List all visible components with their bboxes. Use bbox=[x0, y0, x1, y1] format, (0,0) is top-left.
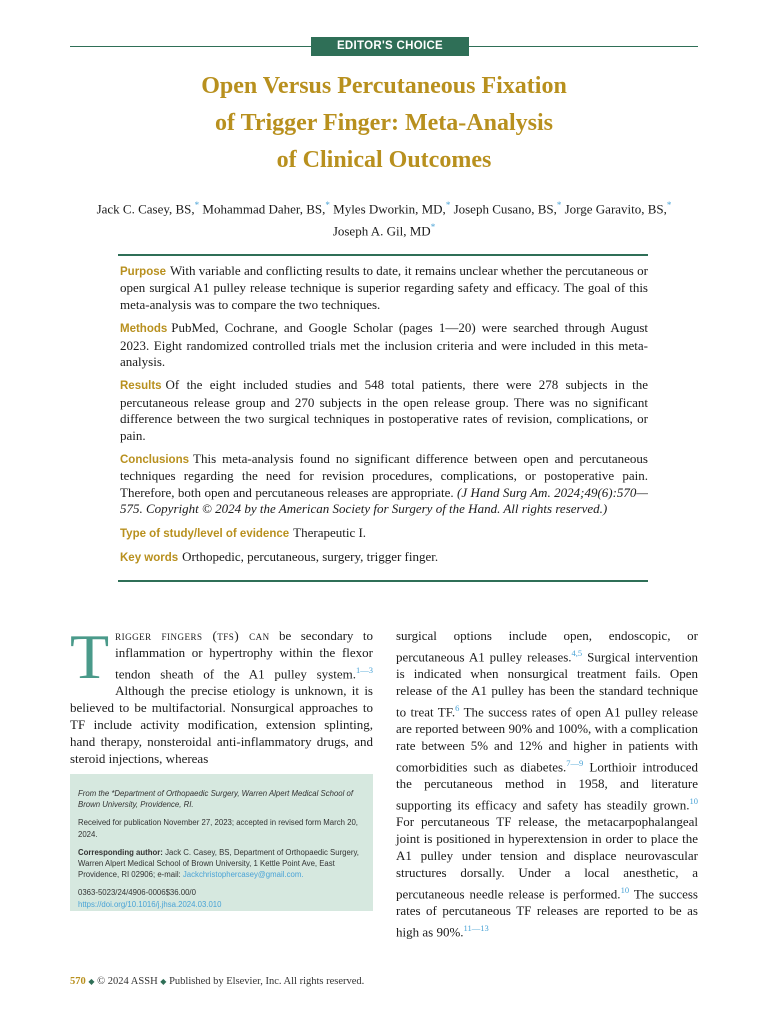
abstract-top-rule bbox=[118, 254, 648, 256]
affiliation-mark[interactable]: * bbox=[430, 222, 436, 233]
affiliation-mark[interactable]: * bbox=[445, 200, 451, 210]
body-column-left bbox=[70, 621, 373, 768]
results-text: Of the eight included studies and 548 total patients, there were 278 subjects in the percutaneous release group and 270 subjects in the open release group. There was no significant difference between the two surgical techniques in postoperative rates of revision, complications, or pain. bbox=[120, 377, 648, 443]
intro-text-a: be secondary to inflammation or hypertrophy within the flexor tendon sheath of the A1 pulley system. bbox=[115, 628, 373, 682]
bullet-icon: ◆ bbox=[88, 977, 95, 986]
abstract-keywords bbox=[120, 549, 648, 566]
author: Joseph Cusano, BS, bbox=[453, 201, 557, 217]
body-column-right bbox=[396, 628, 698, 941]
affiliation-mark[interactable]: * bbox=[666, 200, 672, 210]
footer-publisher: Published by Elsevier, Inc. All rights reserved. bbox=[169, 976, 365, 987]
body-text: The success rates of percutaneous TF releases are reported to be as high as 90%. bbox=[396, 886, 698, 940]
author: Jack C. Casey, BS, bbox=[96, 201, 195, 217]
study-type-label: Type of study/level of evidence bbox=[120, 527, 290, 540]
purpose-text: With variable and conflicting results to date, it remains unclear whether the percutaneous or open surgical A1 pulley release technique is superior regarding safety and efficacy. The goal of this meta-analysis was to compare the two techniques. bbox=[120, 263, 648, 312]
corresponding-author-text: Jack C. Casey, BS, Department of Orthopaedic Surgery, Warren Alpert Medical School of Brown University, 1 Kettle Point Ave, East Providence, RI 02906; bbox=[78, 847, 359, 880]
article-info-box bbox=[70, 774, 373, 911]
body-text: surgical options include open, endoscopic, or percutaneous A1 pulley releases. bbox=[396, 628, 698, 665]
received-note: Received for publication November 27, 2023; accepted in revised form March 20, 2024. bbox=[78, 818, 358, 839]
author: Myles Dworkin, MD, bbox=[333, 201, 446, 217]
author: Jorge Garavito, BS, bbox=[564, 201, 667, 217]
footer-copyright: © 2024 ASSH bbox=[97, 976, 158, 987]
reference-link[interactable]: 4,5 bbox=[571, 647, 583, 658]
reference-link[interactable]: 6 bbox=[455, 702, 460, 713]
study-type-text: Therapeutic I. bbox=[293, 524, 367, 540]
keywords-text: Orthopedic, percutaneous, surgery, trigger finger. bbox=[182, 549, 439, 565]
affiliation-mark[interactable]: * bbox=[325, 200, 330, 210]
email-link[interactable]: Jackchristophercasey@gmail.com. bbox=[182, 870, 304, 880]
identifier-block bbox=[78, 887, 363, 909]
conclusions-text: This meta-analysis found no significant difference between open and percutaneous techniques regarding the need for revision procedures, complications, or postoperative pain. Therefore, both open and percutaneous releases are appropriate. bbox=[120, 451, 648, 500]
lead-in-smallcaps: rigger fingers (tfs) can bbox=[115, 628, 270, 643]
email-label: e-mail: bbox=[157, 870, 181, 880]
abstract bbox=[120, 263, 648, 574]
results-label: Results bbox=[120, 380, 162, 393]
intro-paragraph bbox=[70, 621, 373, 768]
conclusions-label: Conclusions bbox=[120, 454, 190, 467]
body-text: Surgical intervention is indicated when nonsurgical treatment fails. Open release of the A1 pulley has been the standard technique to treat TF. bbox=[396, 649, 698, 720]
body-paragraph bbox=[396, 628, 698, 941]
author-list bbox=[60, 196, 708, 241]
author-line-2 bbox=[60, 218, 708, 240]
title-line-3: of Clinical Outcomes bbox=[276, 147, 492, 173]
body-text: The success rates of open A1 pulley release are reported between 90% and 100%, with a complication rate between 5% and 12% and higher in patients with comorbidities such as diabetes. bbox=[396, 704, 698, 775]
affiliation-mark[interactable]: * bbox=[194, 200, 200, 210]
keywords-label: Key words bbox=[120, 552, 179, 565]
doi-link[interactable]: https://doi.org/10.1016/j.jhsa.2024.03.010 bbox=[78, 899, 222, 909]
issn-text: 0363-5023/24/4906-0006$36.00/0 bbox=[78, 888, 196, 898]
reference-link[interactable]: 1—3 bbox=[356, 664, 373, 675]
abstract-study-type bbox=[120, 525, 648, 542]
drop-cap: T bbox=[70, 621, 110, 692]
corresponding-author-label: Corresponding author: bbox=[78, 847, 163, 857]
section-banner: EDITOR'S CHOICE bbox=[311, 37, 469, 56]
reference-link[interactable]: 10 bbox=[620, 885, 630, 895]
title-line-2: of Trigger Finger: Meta-Analysis bbox=[215, 110, 553, 136]
abstract-methods bbox=[120, 320, 648, 370]
body-text: Lorthioir introduced the percutaneous method in 1958, and literature supporting its efficacy and safety has steadily grown. bbox=[396, 759, 698, 813]
reference-link[interactable]: 10 bbox=[689, 796, 698, 807]
abstract-conclusions bbox=[120, 451, 648, 518]
corresponding-author-note bbox=[78, 847, 363, 881]
methods-text: PubMed, Cochrane, and Google Scholar (pages 1—20) were searched through August 2023. Eight randomized controlled trials met the inclusion criteria and were included in this meta-analysis. bbox=[120, 320, 648, 370]
page-number: 570 bbox=[70, 976, 86, 987]
methods-label: Methods bbox=[120, 323, 168, 336]
affiliation-note: From the *Department of Orthopaedic Surgery, Warren Alpert Medical School of Brown University, Providence, RI. bbox=[78, 789, 354, 810]
reference-link[interactable]: 7—9 bbox=[566, 758, 584, 768]
author: Joseph A. Gil, MD bbox=[332, 223, 431, 239]
purpose-label: Purpose bbox=[120, 266, 167, 278]
abstract-bottom-rule bbox=[118, 580, 648, 582]
bullet-icon: ◆ bbox=[160, 977, 167, 986]
author: Mohammad Daher, BS, bbox=[202, 201, 326, 217]
title-line-1: Open Versus Percutaneous Fixation bbox=[201, 73, 567, 99]
abstract-results bbox=[120, 377, 648, 444]
abstract-purpose bbox=[120, 263, 648, 313]
author-line-1 bbox=[60, 196, 708, 218]
article-title bbox=[100, 68, 668, 179]
affiliation-mark[interactable]: * bbox=[556, 200, 562, 210]
intro-text-b: Although the precise etiology is unknown, it is believed to be multifactorial. Nonsurgical approaches to TF include activity modification, extension splinting, hand therapy, nonsteroidal anti-inflammatory drugs, and steroid injections, whereas bbox=[70, 683, 373, 766]
page-footer bbox=[70, 976, 364, 987]
body-text: For percutaneous TF release, the metacarpophalangeal joint is positioned in hyperextension in order to place the A1 pulley under tension and displace neurovascular structures dorsally. Under a local anesthetic, a percutaneous needle release is performed. bbox=[396, 814, 698, 902]
citation-text: (J Hand Surg Am. 2024;49(6):570—575. Copyright © 2024 by the American Society for Surgery of the Hand. All rights reserved.) bbox=[120, 484, 648, 517]
reference-link[interactable]: 11—13 bbox=[463, 923, 489, 934]
